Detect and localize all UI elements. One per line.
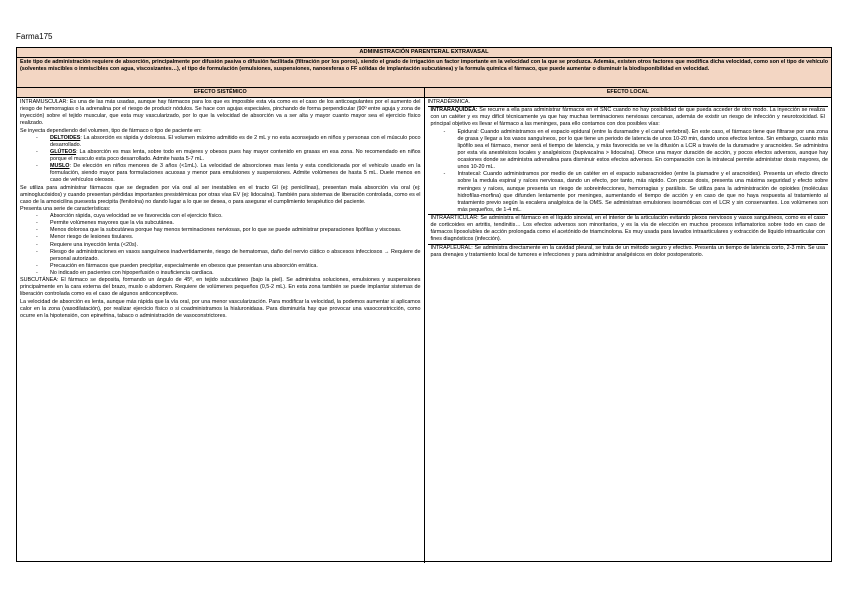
muscle-name: MUSLO	[50, 163, 70, 170]
muscle-text: : De elección en niños menores de 3 años (<1mL). La velocidad de absorciones mas lenta y esta condicionada por el vehiculo usado en la formulación, siendo mayor para formulaciones acuosas y menor para emulsiones y suspensiones. Admite volúmenes de hasta 5 mL. Duele menos en caso de vehículos oleosos.	[50, 163, 421, 184]
table-header: ADMINISTRACIÓN PARENTERAL EXTRAVASAL	[17, 48, 831, 58]
column-headers	[17, 88, 831, 98]
intraspinal-text: Se recurre a ella para administrar fármacos en el SNC cuando no hay posibilidad de que pueda acceder de otro modo. La inyección se realiza con un catéter y es muy difícil técnicamente ya que hay muchas terminaciones nerviosas cercanas, además de existir un riesgo de infección y neurotoxicidad. El principal objetivo es llevar el fármaco a las meninges, para ello contamos con dos posibles vías:	[430, 107, 825, 128]
muscle-list	[20, 135, 421, 185]
intramuscular-text: Es una de las más usadas, aunque hay fármacos para los que es imposible esta vía como es el caso de los anticoagulantes por el aumento del riesgo de hemorragias o la adrenalina por el riesgo de producir nódulos. Se hace con agujas especiales, pinchando de forma perpendicular (90º entre aguja y zona de inyección) sobre el tejido muscular, que esta muy vascularizado, por lo que la velocidad de absorción va a ser alta y mayor cuanto mayor sea el ejercicio físico realizado.	[20, 99, 421, 127]
systemic-column	[17, 98, 425, 563]
column-header-local: EFECTO LOCAL	[606, 89, 649, 95]
columns	[17, 98, 831, 563]
list-item: - Intratecal: Cuando administramos por medio de un catéter en el espacio subaracnoideo (entre la piamadre y el aracnoides). Presenta un efecto directo sobre la medula espinal y raíces nerviosas, dando un efecto, por tanto, más rápido. Con pocas dosis, presenta una máxima seguridad y efecto sobre meninges y raíces, aunque presenta un riesgo de sobreinfecciones, hemorragias y parálisis. Se utiliza para la administración de opioides (moléculas hidrofílas-morfina) que difunden lentamente por meninges, aumentando el tiempo de acción y en caso de que no haya respuesta al tratamiento al tratamiento previo según la escalera analgésica de la OMS. Se administran emulsiones isosmóticas con el LCR y sin conservantes. Los volúmenes son más pequeños, de 1-4 mL.	[458, 171, 829, 214]
column-header-systemic: EFECTO SISTÉMICO	[17, 88, 425, 97]
local-column	[425, 98, 832, 563]
intramuscular-intro: Se inyecta dependiendo del volumen, tipo de fármaco o tipo de paciente en:	[20, 127, 202, 134]
intraspinal-paragraph	[428, 106, 829, 128]
intraarticular-text: Se administra el fármaco en el líquido sinovial, en el interior de la articulación evitando plexos nerviosos y vasos sanguíneos, como es el caso de corticoides en artritis, tendinitis… Los efectos adversos son minoritarios, y es la vía de elección en muchos procesos inflamatorios sobre todo en caso de fármacos liposolubles de acción prolongada como el acetónido de triamcinolona. Es muy usada para lavados intraarticulares y extracción de líquido intraarticular con fines diagnósticos (infección).	[430, 215, 825, 243]
notes-table	[16, 47, 832, 562]
intrapleural-text: Se administra directamente en la cavidad pleural, se trata de un método seguro y efectivo. Presenta un tiempo de latencia corto, 2-3 min. Se usa para drenajes y tratamiento local de tumores e infecciones y para administrar analgésicos en dolor postoperatorio.	[430, 244, 825, 258]
intro-paragraph: Este tipo de administración requiere de absorción, principalmente por difusión pasiva o difusión facilitada (filtración por los poros), siendo el grado de irrigación un factor importante en la velocidad con la que se produzca. Además, existen otros factores que modifica dicha velocidad, como son el tipo de vehículo (solventes miscibles o inmiscibles con agua, viscosizantes…), el tipo de formulación (emulsiones, suspensiones, nanoesferas o FF sólidas de implantación subcutánea) y la formula química el fármaco, que puede aumentar o disminuir la biodisponibilidad en velocidad.	[17, 58, 831, 88]
list-item: - Precaución en fármacos que pueden precipitar, especialmente en obesos que presentan una absorción errática.	[50, 263, 421, 270]
intramuscular-label: INTRAMUSCULAR:	[20, 99, 68, 105]
subcutaneous-paragraph	[20, 277, 421, 298]
list-item: - Absorción rápida, cuya velocidad se ve favorecida con el ejercicio físico.	[50, 213, 421, 220]
intramuscular-usage: Se utiliza para administrar fármacos que se degraden por vía oral al ser inestables en el tracto GI (ej: penicilinas), presentan mala absorción vía oral (ej: aminoglucósidos) y cuando presentan pérdidas importantes presistémicas por otras vías EV (ej: lidocaína). También para sistemas de liberación controlada, como es el caso de la amoxicilina puesesta precipita (fenitoína) no dando lugar a lo que se desea, o para asegurar el cumplimiento terapéutico del paciente.	[20, 184, 421, 205]
intraspinal-label: INTRARAQUÍDEA:	[430, 107, 478, 114]
features-list	[20, 213, 421, 277]
subcutaneous-label: SUBCUTÁNEA:	[20, 277, 59, 284]
features-intro: Presenta una serie de características:	[20, 205, 111, 212]
intrapleural-label: INTRAPLEURAL:	[430, 244, 473, 251]
spinal-routes-list	[428, 129, 829, 215]
document-title: Farma175	[16, 32, 53, 41]
muscle-text: : La absorción es mas lenta, sobre todo en mujeres y obesos pues hay mayor contenido en grasas en esa zona. No recomendado en niños porque el musculo esta poco desarrollado. Admite hasta 5-7 mL.	[50, 148, 421, 162]
list-item: - Riesgo de administraciones en vasos sanguíneos inadvertidamente, riesgo de hematomas, daño del nervio ciático o abscesos infecciosos → Requiere de personal autorizado.	[50, 249, 421, 263]
subcutaneous-text: El fármaco se deposita, formando un ángulo de 45º, en tejido subcutáneo (bajo la piel). Se administra soluciones, emulsiones y suspensiones principalmente en la cara externa del brazo, muslo o abdomen. Requiere de volúmenes pequeños (0,5-2 mL). En esta zona también se puede implantar sistemas de liberación controlada como es el caso de algunos anticonceptivos.	[20, 277, 421, 298]
list-item: - Menor riesgo de lesiones tisulares.	[50, 234, 421, 241]
list-item: - Permite volúmenes mayores que la vía subcutánea.	[50, 220, 421, 227]
list-item	[50, 135, 421, 149]
list-item: - Requiere una inyección lenta (<20s).	[50, 242, 421, 249]
list-item: - Epidural: Cuando administramos en el espacio epidural (entre la duramadre y el canal vertebral). En este caso, el fármaco tiene que filtrarse por una zona de grasa y llegar a los vasos sanguíneos, por lo que tiene un periodo de latencia de unos 10-20 min, dando unos efectos lentos. Sin embargo, cuanto más lipófilo sea el fármaco, menor será el tiempo de latencia, y más favorecida se ve la difusión a LCR a través de la duramadre y aracnoides. Se administra por esta vía anestésicos locales y analgésicos (bupivacaína > lidocaína). Ofrece una mayor duración de acción, y pocos efectos adversos, aunque hay ocasiones donde se administra adrenalina para disminuir estos efectos adversos. En comparación con la intratecal permite administrar dosis mayores, de unos 10-20 mL.	[458, 129, 829, 172]
intradermal-label: INTRADÉRMICA.	[427, 99, 471, 105]
list-item: - Menos dolorosa que la subcutánea porque hay menos terminaciones nerviosas, por lo que se puede administrar preparaciones lipófilas y viscosas.	[50, 227, 421, 234]
muscle-name: GLÚTEOS	[50, 148, 77, 155]
intramuscular-paragraph	[20, 99, 421, 128]
list-item	[50, 149, 421, 163]
muscle-name: DELTOIDES	[50, 134, 81, 141]
intraarticular-paragraph	[428, 214, 829, 244]
subcutaneous-paragraph-2: La velocidad de absorción es lenta, aunque más rápida que la vía oral, por una menor vascularización. Para modificar la velocidad, la podemos aumentar si aplicamos calor en la zona (vasodilatación), por realizar ejercicio físico o si coadministramos la hialuronidasa. Para disminuirla hay que provocar una vasoconstricción, como ocurre en la hipotensión, con epinefrina, tabaco o administración de vasoconstrictores.	[20, 298, 421, 319]
intraarticular-label: INTRAARTICULAR:	[430, 215, 479, 221]
list-item	[50, 163, 421, 184]
list-item: - No indicado en pacientes con hipoperfusión o insuficiencia cardíaca.	[50, 270, 421, 277]
muscle-text: : La absorción es rápida y dolorosa. El volumen máximo admitido es de 2 mL y no esta aconsejado en niños y personas con el músculo poco desarrollado.	[50, 134, 421, 148]
intrapleural-paragraph	[428, 244, 829, 259]
